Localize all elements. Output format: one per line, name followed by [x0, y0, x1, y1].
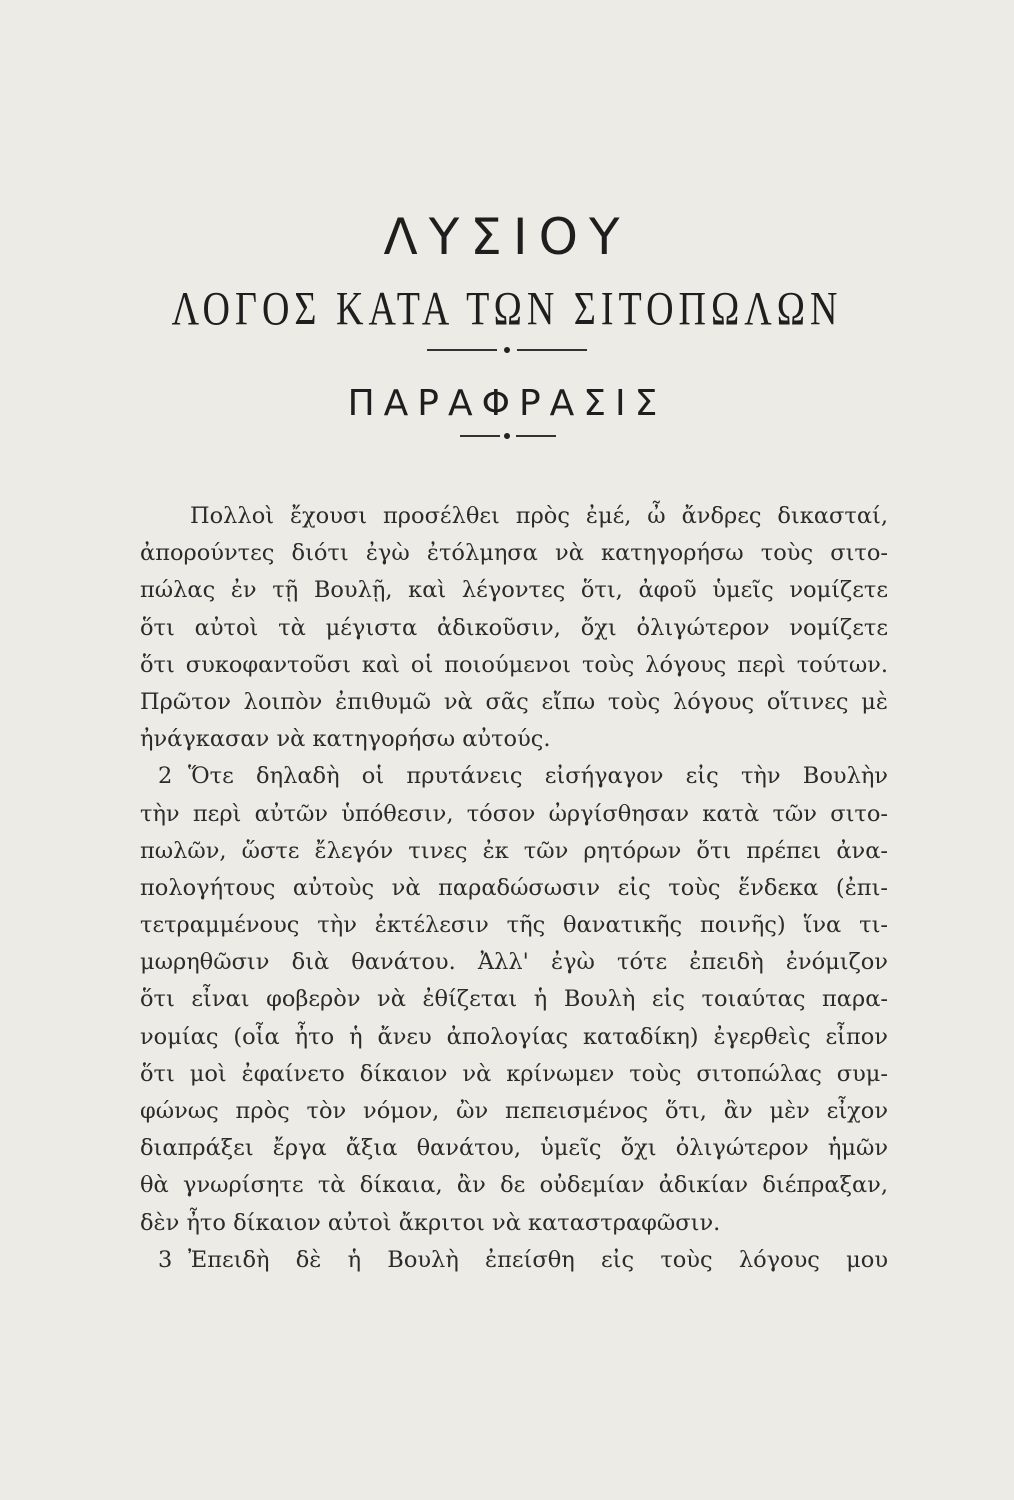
text-line: μωρηθῶσιν διὰ θανάτου. Ἀλλ' ἐγὼ τότε ἐπειδὴ ἐνόμιζον: [140, 949, 888, 976]
section-heading: ΠΑΡΑΦΡΑΣΙΣ: [347, 383, 667, 424]
work-title: ΛΟΓΟΣ ΚΑΤΑ ΤΩΝ ΣΙΤΟΠΩΛΩΝ: [171, 283, 843, 336]
text-line: δὲν ἦτο δίκαιον αὐτοὶ ἄκριτοι νὰ καταστραφῶσιν.: [140, 1209, 721, 1236]
text-line: ἠνάγκασαν νὰ κατηγορήσω αὐτούς.: [140, 726, 551, 753]
text-line: Ὅτε δηλαδὴ οἱ πρυτάνεις εἰσήγαγον εἰς τὴν Βουλὴν: [188, 763, 888, 790]
text-line: διαπράξει ἔργα ἄξια θανάτου, ὑμεῖς ὄχι ὀλιγώτερον ἡμῶν: [140, 1135, 888, 1162]
text-line: ὅτι αὐτοὶ τὰ μέγιστα ἀδικοῦσιν, ὄχι ὀλιγώτερον νομίζετε: [140, 614, 888, 641]
text-line: ὅτι μοὶ ἐφαίνετο δίκαιον νὰ κρίνωμεν τοὺς σιτοπώλας συμ-: [140, 1060, 888, 1087]
text-line: Πρῶτον λοιπὸν ἐπιθυμῶ νὰ σᾶς εἴπω τοὺς λόγους οἵτινες μὲ: [140, 688, 888, 715]
ornament-divider-bottom: [452, 432, 562, 440]
text-line: Πολλοὶ ἔχουσι προσέλθει πρὸς ἐμέ, ὦ ἄνδρες δικασταί,: [190, 503, 888, 529]
text-line: ὅτι συκοφαντοῦσι καὶ οἱ ποιούμενοι τοὺς λόγους περὶ τούτων.: [140, 651, 888, 678]
ornament-divider-top: [397, 346, 617, 354]
text-line: νομίας (οἷα ἦτο ἡ ἄνευ ἀπολογίας καταδίκη) ἐγερθεὶς εἶπον: [140, 1023, 888, 1050]
body-text: [140, 498, 888, 1279]
text-line: πωλῶν, ὥστε ἔλεγόν τινες ἐκ τῶν ρητόρων ὅτι πρέπει ἀνα-: [140, 837, 888, 864]
text-line: φώνως πρὸς τὸν νόμον, ὢν πεπεισμένος ὅτι, ἂν μὲν εἶχον: [140, 1098, 888, 1124]
text-line: πώλας ἐν τῇ Βουλῇ, καὶ λέγοντες ὅτι, ἀφοῦ ὑμεῖς νομίζετε: [140, 577, 888, 604]
text-line: ὅτι εἶναι φοβερὸν νὰ ἐθίζεται ἡ Βουλὴ εἰς τοιαύτας παρα-: [140, 986, 888, 1013]
text-line: ἀπορούντες διότι ἐγὼ ἐτόλμησα νὰ κατηγορήσω τοὺς σιτο-: [140, 540, 888, 567]
paragraph-number: 3: [158, 1246, 173, 1273]
text-line: θὰ γνωρίσητε τὰ δίκαια, ἂν δε οὐδεμίαν ἀδικίαν διέπραξαν,: [140, 1172, 888, 1199]
text-line: Ἐπειδὴ δὲ ἡ Βουλὴ ἐπείσθη εἰς τοὺς λόγους μου: [188, 1246, 888, 1273]
text-line: τετραμμένους τὴν ἐκτέλεσιν τῆς θανατικῆς ποινῆς) ἵνα τι-: [140, 912, 888, 939]
paragraph-line: [140, 1242, 888, 1279]
text-line: πολογήτους αὐτοὺς νὰ παραδώσωσιν εἰς τοὺς ἕνδεκα (ἐπι-: [140, 874, 888, 901]
paragraph-number: 2: [158, 763, 173, 790]
author-title: ΛΥΣΙΟΥ: [383, 208, 631, 266]
paragraph-line: [140, 758, 888, 795]
text-line: τὴν περὶ αὐτῶν ὑπόθεσιν, τόσον ὠργίσθησαν κατὰ τῶν σιτο-: [140, 800, 888, 827]
